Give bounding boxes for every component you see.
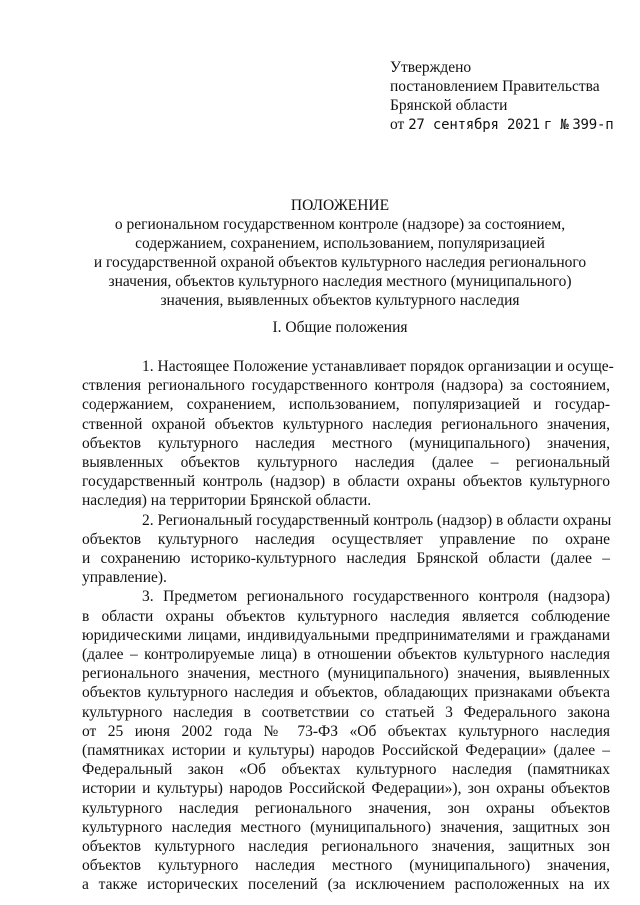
document-title: ПОЛОЖЕНИЕ [290,197,390,214]
text-line: государственный контроль (надзор) в области охраны объектов культурного [82,473,610,491]
approval-line: Брянской области [390,97,508,114]
document-subtitle-line: значения, объектов культурного наследия местного (муниципального) [108,273,572,290]
approval-date: 27 сентября 2021 [408,117,540,133]
text-line: а также исторических поселений (за исключением расположенных на их [82,876,610,894]
document-subtitle-line: и государственной охраной объектов культурного наследия регионального [93,254,587,271]
text-line: наследия) на территории Брянской области. [82,492,372,510]
text-line: культурного наследия в соответствии со статьей 3 Федерального закона [82,703,610,721]
approval-number: 399-п [572,117,614,133]
text-line: от 25 июня 2002 года № 73-ФЗ «Об объектах культурного наследия [82,722,610,740]
document-subtitle-line: содержанием, сохранением, использованием, популяризацией [135,235,545,252]
text-line: объектов культурного наследия и объектов, обладающих признаками объекта [82,684,610,702]
text-line: (далее – контролируемые лица) в отношении объектов культурного наследия [82,646,610,664]
text-line: культурного наследия местного (муниципального) значения, защитных зон [82,818,610,836]
text-line: объектов культурного наследия осуществляет управление по охране [82,530,610,548]
text-line: культурного наследия регионального значения, зон охраны объектов [82,799,610,817]
text-line: объектов культурного наследия местного (муниципального) значения, [82,434,610,452]
approval-date-prefix: от [390,116,405,133]
text-line: ственной охраной объектов культурного наследия регионального значения, [82,415,610,433]
text-line: выявленных объектов культурного наследия (далее – региональный [82,454,610,472]
document-heading [60,196,620,310]
text-line: ствления регионального государственного контроля (надзора) за состоянием, [82,377,610,395]
document-subtitle-line: значения, выявленных объектов культурного наследия [160,292,520,309]
approval-line: Утверждено [390,59,472,76]
text-line: объектов культурного наследия регионального значения, защитных зон [82,838,610,856]
approval-block [390,58,630,135]
text-line: управление). [82,569,167,587]
text-line: (памятниках истории и культуры) народов Российской Федерации» (далее – [82,742,610,760]
text-line: истории и культуры) народов Российской Федерации»), зон охраны объектов [82,780,610,798]
text-line: содержанием, сохранением, использованием, популяризацией и государ- [82,396,610,414]
text-line: регионального значения, местного (муниципального) значения, выявленных [82,665,610,683]
paragraph-1 [82,357,614,511]
text-line: объектов культурного наследия местного (муниципального) значения, [82,857,610,875]
text-line: 2. Региональный государственный контроль (надзор) в области охраны [142,511,612,529]
body-text [82,357,614,895]
document-subtitle-line: о региональном государственном контроле (надзоре) за состоянием, [114,216,566,233]
section-title: I. Общие положения [272,319,408,336]
text-line: 1. Настоящее Положение устанавливает порядок организации и осуще- [142,358,614,375]
text-line: и сохранению историко-культурного наследия Брянской области (далее – [82,550,610,568]
text-line: юридическими лицами, индивидуальными предпринимателями и гражданами [82,626,610,644]
approval-number-label: г № [543,117,569,133]
paragraph-2 [82,511,610,588]
paragraph-3 [82,587,610,894]
text-line: Федеральный закон «Об объектах культурного наследия (памятниках [82,761,610,779]
text-line: 3. Предметом регионального государственного контроля (надзора) [142,588,610,606]
approval-line: постановлением Правительства [390,78,600,95]
approval-date-line [390,115,630,135]
text-line: в области охраны объектов культурного наследия является соблюдение [82,607,610,625]
